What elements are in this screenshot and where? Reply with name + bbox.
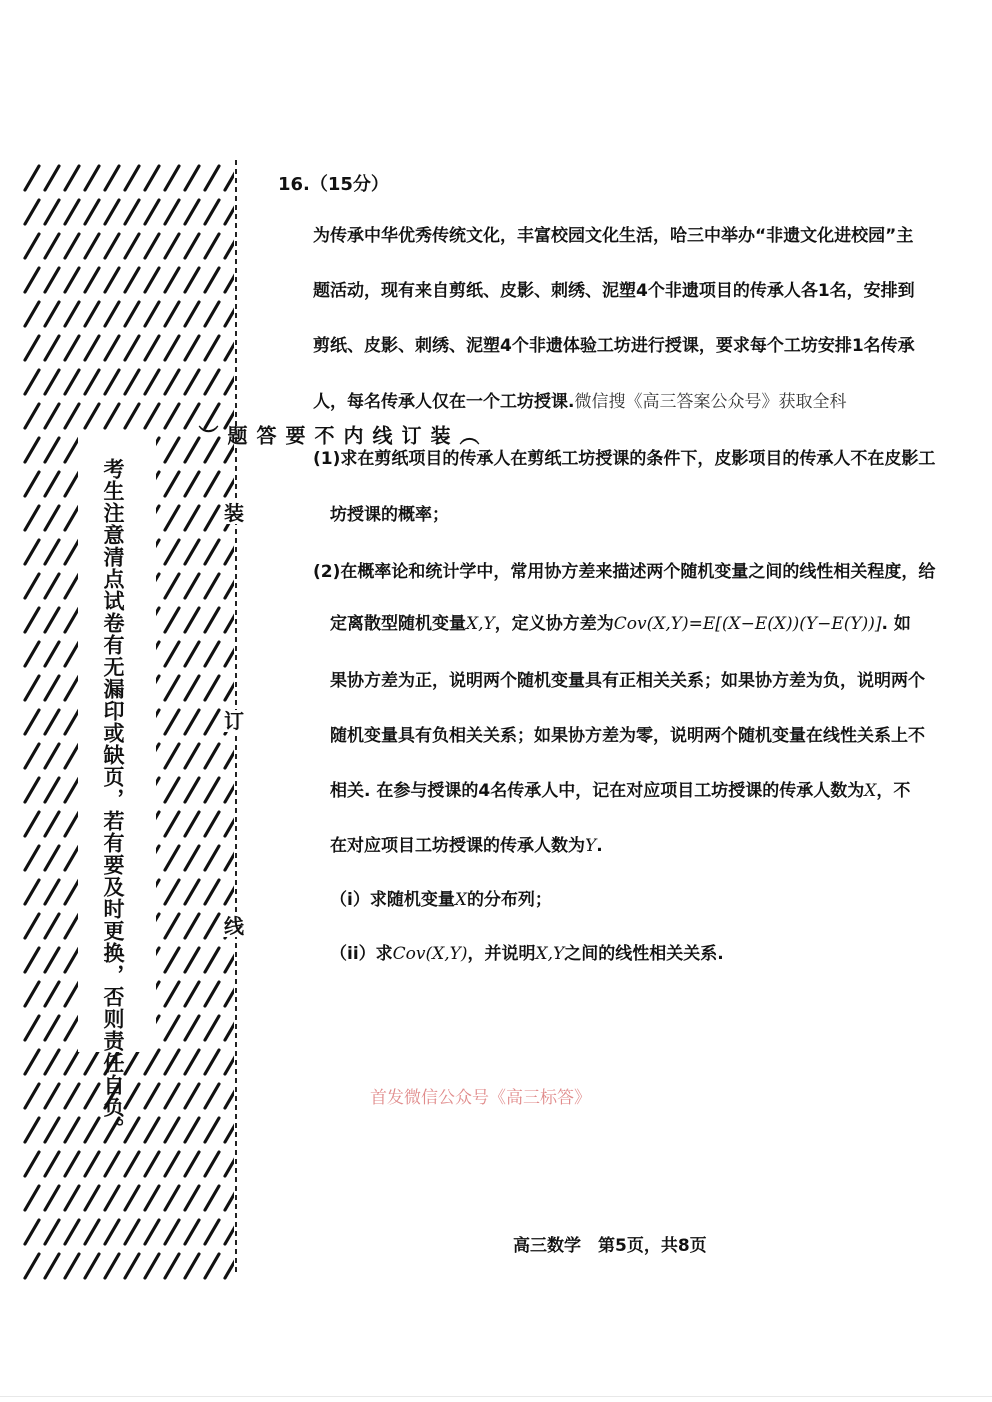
part2-line: 随机变量具有负相关关系；如果协方差为零，说明两个随机变量在线性关系上不 — [330, 726, 925, 746]
text-fragment: 的分布列； — [466, 890, 552, 910]
question-number: 16.（15分） — [278, 174, 389, 195]
text-fragment: 在对应项目工坊授课的传承人数为 — [330, 836, 585, 856]
text-fragment: . 如 — [881, 614, 911, 634]
text-fragment: （ii）求 — [330, 944, 393, 964]
text-fragment: ，定义协方差为 — [494, 614, 614, 634]
subquestion-ii — [330, 939, 724, 964]
text-fragment: 相关. 在参与授课的4名传承人中，记在对应项目工坊授课的传承人数为 — [330, 781, 865, 801]
part2-line — [330, 776, 910, 801]
binding-paren-close: ） — [195, 425, 219, 445]
bottom-divider — [0, 1396, 992, 1397]
intro-text: 人，每名传承人仅在一个工坊授课. — [313, 392, 575, 412]
binding-char: 要 — [282, 425, 306, 445]
binding-char: 答 — [253, 425, 277, 445]
part2-definition-line — [330, 609, 911, 634]
part2-line: 果协方差为正，说明两个随机变量具有正相关关系；如果协方差为负，说明两个 — [330, 671, 925, 691]
intro-line: 剪纸、皮影、刺绣、泥塑4个非遗体验工坊进行授课，要求每个工坊安排1名传承 — [313, 336, 915, 356]
math-variables: X,Y — [466, 614, 495, 634]
intro-line-last — [313, 387, 846, 412]
binding-char: 装 — [427, 425, 451, 445]
text-fragment: ，并说明 — [467, 944, 536, 964]
math-variables: X,Y — [535, 944, 565, 964]
part1-line: 坊授课的概率； — [330, 505, 449, 525]
covariance-formula: Cov(X,Y)=E[(X−E(X))(Y−E(Y))] — [613, 614, 882, 634]
binding-char: 订 — [398, 425, 422, 445]
binding-paren-open: （ — [456, 425, 480, 445]
text-fragment: . — [596, 836, 603, 856]
page-footer: 高三数学 第5页，共8页 — [513, 1236, 707, 1256]
binding-char: 不 — [311, 425, 335, 445]
subquestion-i — [330, 885, 552, 910]
red-watermark: 首发微信公众号《高三标答》 — [370, 1088, 591, 1108]
inline-watermark: 微信搜《高三答案公众号》获取全科 — [574, 392, 847, 412]
intro-line: 为传承中华优秀传统文化，丰富校园文化生活，哈三中举办“非遗文化进校园”主 — [313, 226, 914, 246]
part1-line: (1)求在剪纸项目的传承人在剪纸工坊授课的条件下，皮影项目的传承人不在皮影工 — [313, 449, 936, 469]
intro-line: 题活动，现有来自剪纸、皮影、刺绣、泥塑4个非遗项目的传承人各1名，安排到 — [313, 281, 915, 301]
binding-label: 订 — [224, 709, 244, 733]
binding-char: 内 — [340, 425, 364, 445]
text-fragment: 之间的线性相关关系. — [564, 944, 724, 964]
text-fragment: ，不 — [876, 781, 911, 801]
part2-line — [330, 831, 603, 856]
covariance-formula: Cov(X,Y) — [392, 944, 468, 964]
math-variable: X — [864, 781, 877, 801]
math-variable: Y — [585, 836, 597, 856]
binding-label: 装 — [224, 501, 244, 525]
math-variable: X — [454, 890, 467, 910]
binding-label: 线 — [224, 914, 244, 938]
text-fragment: （i）求随机变量 — [330, 890, 455, 910]
part2-line: (2)在概率论和统计学中，常用协方差来描述两个随机变量之间的线性相关程度，给 — [313, 562, 936, 582]
binding-char: 线 — [369, 425, 393, 445]
text-fragment: 定离散型随机变量 — [330, 614, 466, 634]
candidate-notice: 考生注意清点试卷有无漏印或缺页，若有要及时更换，否则责任自负。 — [101, 458, 125, 1140]
binding-char: 题 — [224, 425, 248, 445]
